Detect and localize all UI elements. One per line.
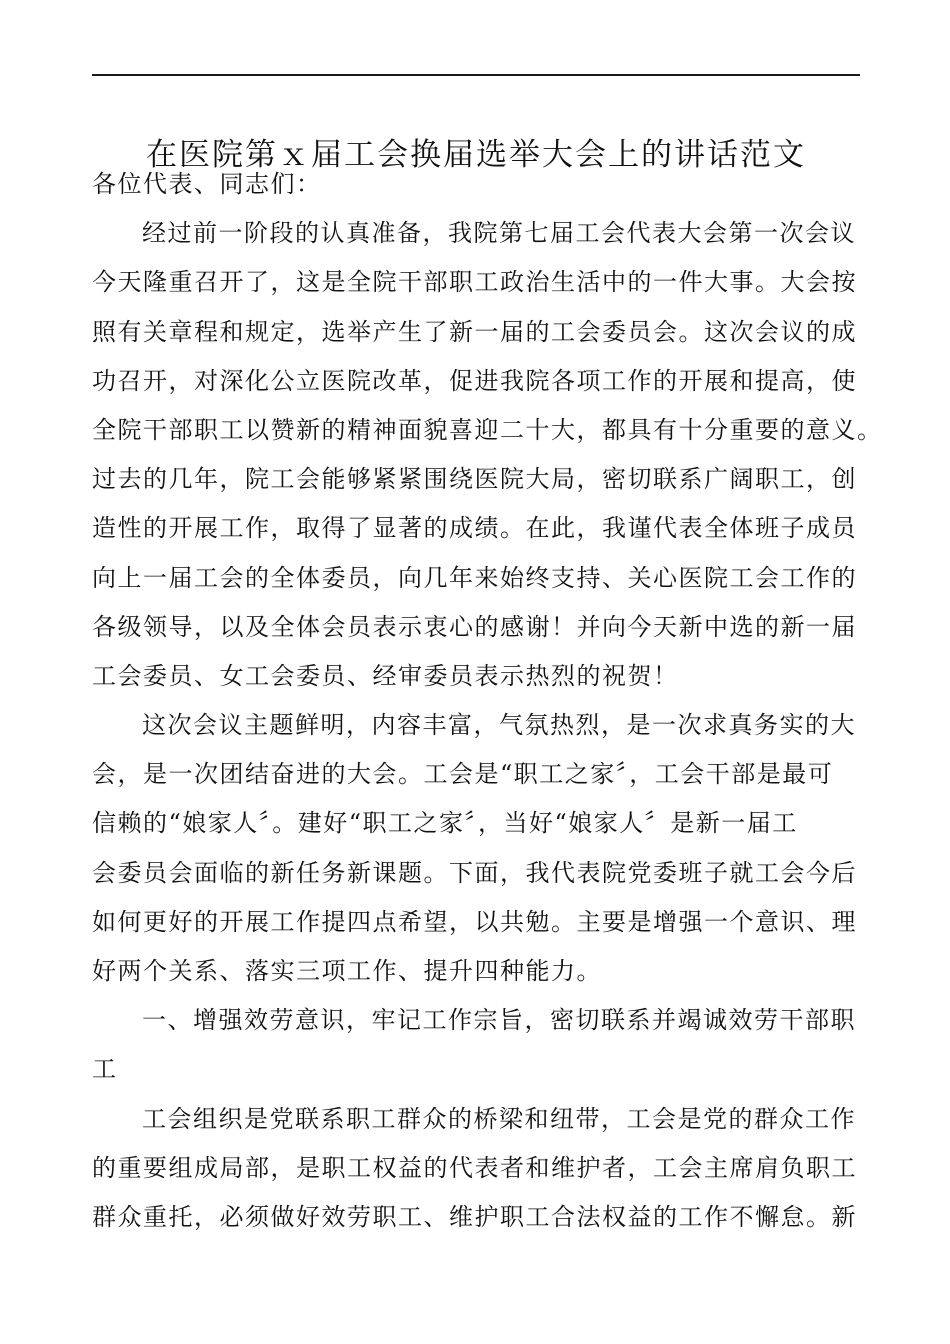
paragraph-1-line-9: 各级领导，以及全体会员表示衷心的感谢！并向今天新中选的新一届 — [92, 612, 857, 641]
document-body — [92, 160, 883, 1242]
paragraph-1-line-5: 全院干部职工以赞新的精神面貌喜迎二十大，都具有十分重要的意义。 — [92, 415, 883, 444]
paragraph-3-line-1: 工会组织是党联系职工群众的桥梁和纽带，工会是党的群众工作 — [142, 1104, 856, 1133]
salutation: 各位代表、同志们： — [92, 170, 322, 198]
paragraph-2-line-3: 信赖的“娘家人〞。建好“职工之家〞，当好“娘家人〞是新一届工 — [92, 809, 798, 838]
section-heading-1-line-1: 一、增强效劳意识，牢记工作宗旨，密切联系并竭诚效劳干部职 — [142, 1006, 856, 1035]
paragraph-2-line-5: 如何更好的开展工作提四点希望，以共勉。主要是增强一个意识、理 — [92, 907, 857, 936]
paragraph-1-line-8: 向上一届工会的全体委员，向几年来始终支持、关心医院工会工作的 — [92, 563, 857, 592]
paragraph-1-line-3: 照有关章程和规定，选举产生了新一届的工会委员会。这次会议的成 — [92, 317, 857, 346]
paragraph-2-line-2: 会，是一次团结奋进的大会。工会是“职工之家〞，工会干部是最可 — [92, 760, 834, 789]
paragraph-1-line-6: 过去的几年，院工会能够紧紧围绕医院大局，密切联系广阔职工，创 — [92, 465, 857, 494]
paragraph-1-line-2: 今天隆重召开了，这是全院干部职工政治生活中的一件大事。大会按 — [92, 268, 857, 297]
paragraph-1-line-10: 工会委员、女工会委员、经审委员表示热烈的祝贺！ — [92, 661, 679, 690]
paragraph-1-line-4: 功召开，对深化公立医院改革，促进我院各项工作的开展和提高，使 — [92, 366, 857, 395]
section-heading-1-line-2: 工 — [92, 1055, 118, 1084]
paragraph-2-line-6: 好两个关系、落实三项工作、提升四种能力。 — [92, 957, 602, 985]
paragraph-1-line-1: 经过前一阶段的认真准备，我院第七届工会代表大会第一次会议 — [142, 219, 856, 248]
paragraph-2-line-1: 这次会议主题鲜明，内容丰富，气氛热烈，是一次求真务实的大 — [142, 711, 856, 740]
paragraph-3-line-3: 群众重托，必须做好效劳职工、维护职工合法权益的工作不懈怠。新 — [92, 1202, 857, 1231]
paragraph-1-line-7: 造性的开展工作，取得了显著的成绩。在此，我谨代表全体班子成员 — [92, 514, 857, 543]
header-rule — [92, 74, 860, 76]
paragraph-2-line-4: 会委员会面临的新任务新课题。下面，我代表院党委班子就工会今后 — [92, 858, 857, 887]
paragraph-3-line-2: 的重要组成局部，是职工权益的代表者和维护者，工会主席肩负职工 — [92, 1153, 857, 1182]
document-title: 在医院第ｘ届工会换届选举大会上的讲话范文 — [146, 136, 806, 173]
